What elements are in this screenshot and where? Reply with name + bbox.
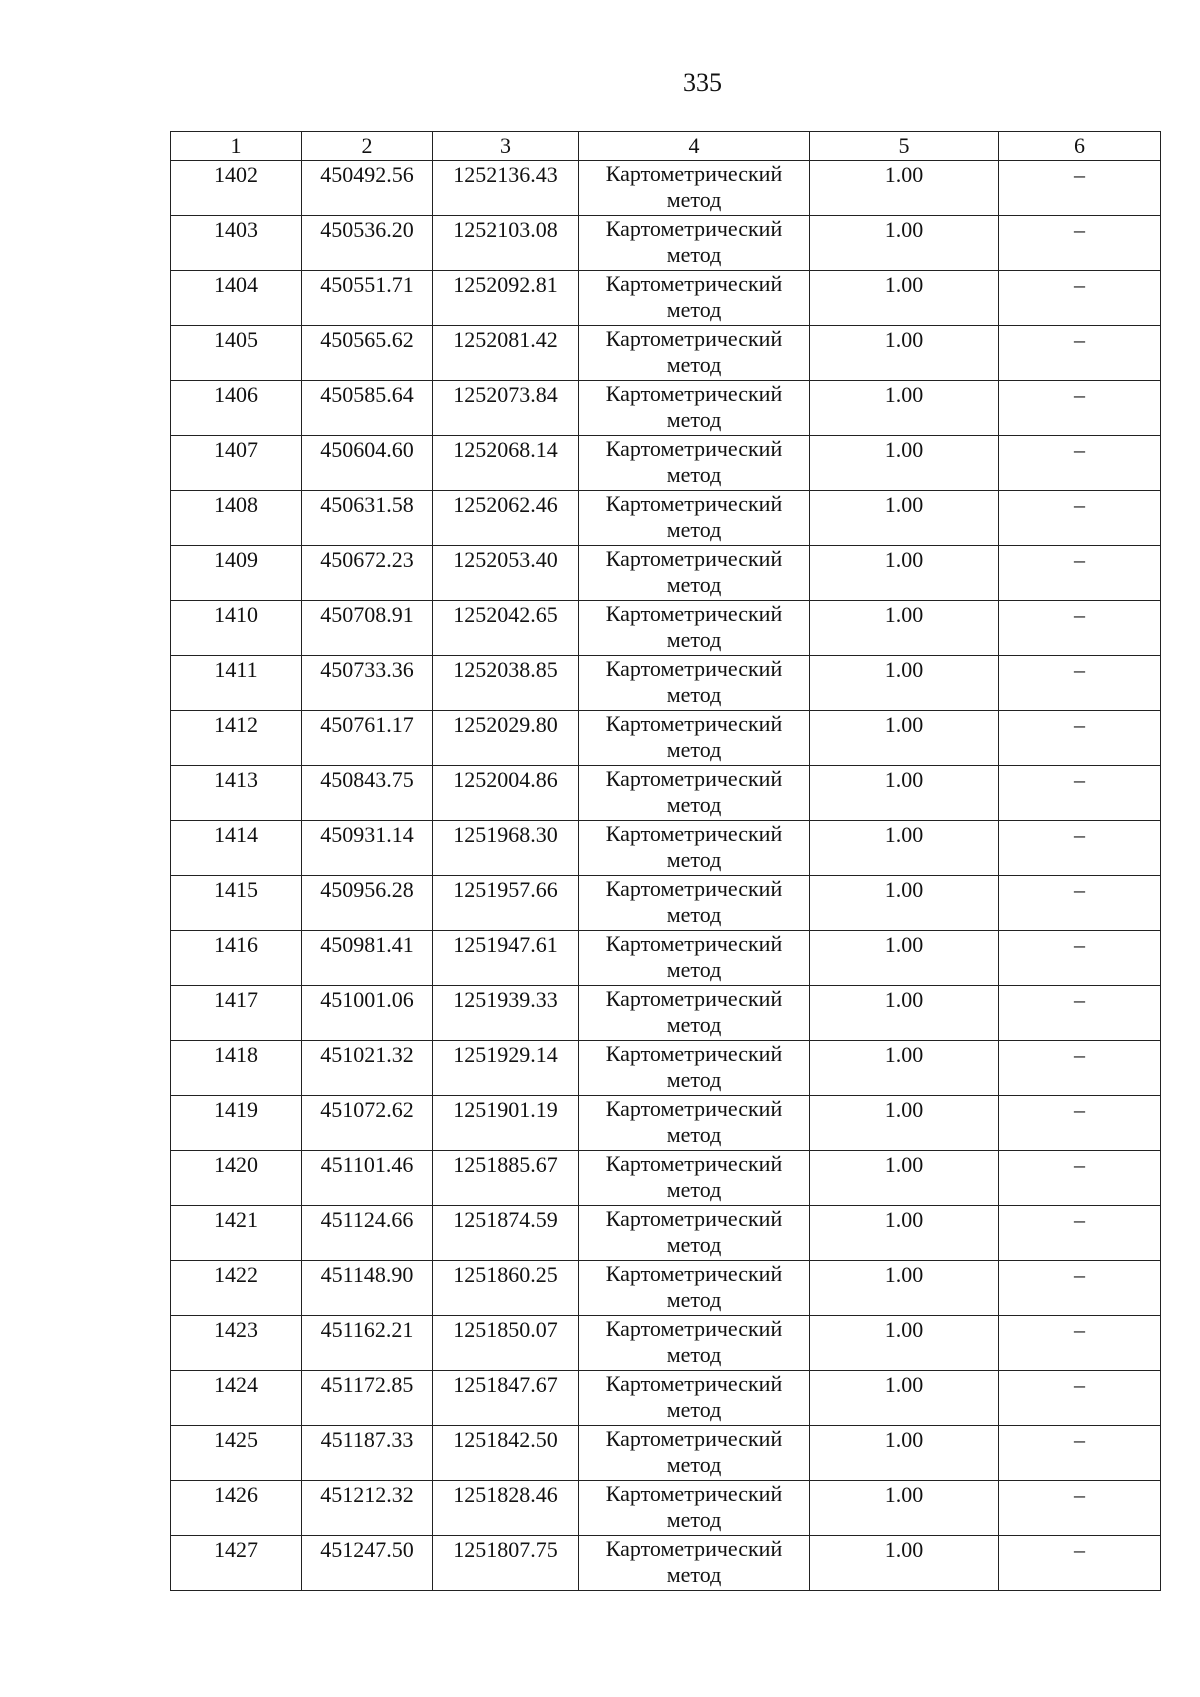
accuracy-cell: 1.00 bbox=[810, 1041, 999, 1096]
y-coordinate-cell: 1251842.50 bbox=[433, 1426, 579, 1481]
method-line-2: метод bbox=[666, 627, 722, 652]
point-number-cell: 1422 bbox=[171, 1261, 302, 1316]
method-cell bbox=[579, 986, 810, 1041]
note-cell: – bbox=[999, 821, 1161, 876]
note-cell: – bbox=[999, 1206, 1161, 1261]
method-cell bbox=[579, 766, 810, 821]
accuracy-cell: 1.00 bbox=[810, 271, 999, 326]
method-line-1: Картометрический bbox=[605, 161, 783, 186]
note-cell: – bbox=[999, 271, 1161, 326]
note-cell: – bbox=[999, 1371, 1161, 1426]
method-line-2: метод bbox=[666, 1232, 722, 1257]
point-number-cell: 1407 bbox=[171, 436, 302, 491]
method-line-2: метод bbox=[666, 1507, 722, 1532]
table-row bbox=[171, 986, 1161, 1041]
header-col-4: 4 bbox=[579, 132, 810, 161]
x-coordinate-cell: 451001.06 bbox=[302, 986, 433, 1041]
note-cell: – bbox=[999, 931, 1161, 986]
method-line-2: метод bbox=[666, 737, 722, 762]
table-row bbox=[171, 876, 1161, 931]
method-line-1: Картометрический bbox=[605, 986, 783, 1011]
note-cell: – bbox=[999, 436, 1161, 491]
accuracy-cell: 1.00 bbox=[810, 216, 999, 271]
note-cell: – bbox=[999, 1481, 1161, 1536]
table-row bbox=[171, 601, 1161, 656]
table-row bbox=[171, 766, 1161, 821]
note-cell: – bbox=[999, 1151, 1161, 1206]
page-number-text: 335 bbox=[683, 68, 722, 97]
x-coordinate-cell: 450981.41 bbox=[302, 931, 433, 986]
method-line-1: Картометрический bbox=[605, 766, 783, 791]
table-row bbox=[171, 1261, 1161, 1316]
method-cell bbox=[579, 1481, 810, 1536]
x-coordinate-cell: 450956.28 bbox=[302, 876, 433, 931]
method-line-2: метод bbox=[666, 847, 722, 872]
accuracy-cell: 1.00 bbox=[810, 931, 999, 986]
method-line-2: метод bbox=[666, 572, 722, 597]
method-line-2: метод bbox=[666, 1397, 722, 1422]
note-cell: – bbox=[999, 1316, 1161, 1371]
point-number-cell: 1410 bbox=[171, 601, 302, 656]
note-cell: – bbox=[999, 216, 1161, 271]
note-cell: – bbox=[999, 766, 1161, 821]
method-cell bbox=[579, 821, 810, 876]
method-cell bbox=[579, 271, 810, 326]
note-cell: – bbox=[999, 601, 1161, 656]
accuracy-cell: 1.00 bbox=[810, 1316, 999, 1371]
table-row bbox=[171, 656, 1161, 711]
method-cell bbox=[579, 216, 810, 271]
y-coordinate-cell: 1252062.46 bbox=[433, 491, 579, 546]
accuracy-cell: 1.00 bbox=[810, 986, 999, 1041]
method-cell bbox=[579, 1536, 810, 1591]
x-coordinate-cell: 451124.66 bbox=[302, 1206, 433, 1261]
point-number-cell: 1421 bbox=[171, 1206, 302, 1261]
accuracy-cell: 1.00 bbox=[810, 1371, 999, 1426]
point-number-cell: 1418 bbox=[171, 1041, 302, 1096]
y-coordinate-cell: 1252073.84 bbox=[433, 381, 579, 436]
x-coordinate-cell: 451021.32 bbox=[302, 1041, 433, 1096]
accuracy-cell: 1.00 bbox=[810, 546, 999, 601]
note-cell: – bbox=[999, 1041, 1161, 1096]
point-number-cell: 1420 bbox=[171, 1151, 302, 1206]
table-row bbox=[171, 1041, 1161, 1096]
y-coordinate-cell: 1252042.65 bbox=[433, 601, 579, 656]
table-body bbox=[171, 161, 1161, 1591]
accuracy-cell: 1.00 bbox=[810, 1426, 999, 1481]
note-cell: – bbox=[999, 546, 1161, 601]
y-coordinate-cell: 1251874.59 bbox=[433, 1206, 579, 1261]
header-col-1: 1 bbox=[171, 132, 302, 161]
header-col-6: 6 bbox=[999, 132, 1161, 161]
method-cell bbox=[579, 876, 810, 931]
y-coordinate-cell: 1252081.42 bbox=[433, 326, 579, 381]
note-cell: – bbox=[999, 986, 1161, 1041]
method-cell bbox=[579, 1426, 810, 1481]
x-coordinate-cell: 450843.75 bbox=[302, 766, 433, 821]
method-line-2: метод bbox=[666, 1122, 722, 1147]
note-cell: – bbox=[999, 326, 1161, 381]
x-coordinate-cell: 450672.23 bbox=[302, 546, 433, 601]
method-line-1: Картометрический bbox=[605, 656, 783, 681]
method-cell bbox=[579, 491, 810, 546]
method-cell bbox=[579, 1261, 810, 1316]
x-coordinate-cell: 451212.32 bbox=[302, 1481, 433, 1536]
x-coordinate-cell: 451072.62 bbox=[302, 1096, 433, 1151]
table-header bbox=[171, 132, 1161, 161]
method-cell bbox=[579, 1316, 810, 1371]
x-coordinate-cell: 450604.60 bbox=[302, 436, 433, 491]
note-cell: – bbox=[999, 1096, 1161, 1151]
accuracy-cell: 1.00 bbox=[810, 326, 999, 381]
method-line-1: Картометрический bbox=[605, 381, 783, 406]
method-line-2: метод bbox=[666, 1287, 722, 1312]
point-number-cell: 1402 bbox=[171, 161, 302, 216]
y-coordinate-cell: 1251828.46 bbox=[433, 1481, 579, 1536]
accuracy-cell: 1.00 bbox=[810, 381, 999, 436]
method-line-1: Картометрический bbox=[605, 931, 783, 956]
coordinates-table bbox=[170, 131, 1161, 1591]
point-number-cell: 1419 bbox=[171, 1096, 302, 1151]
point-number-cell: 1405 bbox=[171, 326, 302, 381]
accuracy-cell: 1.00 bbox=[810, 436, 999, 491]
x-coordinate-cell: 450551.71 bbox=[302, 271, 433, 326]
header-col-2: 2 bbox=[302, 132, 433, 161]
header-row bbox=[171, 132, 1161, 161]
y-coordinate-cell: 1251901.19 bbox=[433, 1096, 579, 1151]
note-cell: – bbox=[999, 161, 1161, 216]
table-row bbox=[171, 1371, 1161, 1426]
table-row bbox=[171, 381, 1161, 436]
method-line-1: Картометрический bbox=[605, 876, 783, 901]
method-line-1: Картометрический bbox=[605, 1151, 783, 1176]
y-coordinate-cell: 1252103.08 bbox=[433, 216, 579, 271]
y-coordinate-cell: 1251807.75 bbox=[433, 1536, 579, 1591]
method-line-1: Картометрический bbox=[605, 1261, 783, 1286]
y-coordinate-cell: 1251860.25 bbox=[433, 1261, 579, 1316]
accuracy-cell: 1.00 bbox=[810, 711, 999, 766]
note-cell: – bbox=[999, 876, 1161, 931]
method-cell bbox=[579, 1151, 810, 1206]
y-coordinate-cell: 1251929.14 bbox=[433, 1041, 579, 1096]
table-row bbox=[171, 711, 1161, 766]
table-row bbox=[171, 1316, 1161, 1371]
method-line-1: Картометрический bbox=[605, 711, 783, 736]
table-row bbox=[171, 1096, 1161, 1151]
note-cell: – bbox=[999, 381, 1161, 436]
point-number-cell: 1403 bbox=[171, 216, 302, 271]
x-coordinate-cell: 450708.91 bbox=[302, 601, 433, 656]
header-col-3: 3 bbox=[433, 132, 579, 161]
x-coordinate-cell: 450733.36 bbox=[302, 656, 433, 711]
point-number-cell: 1416 bbox=[171, 931, 302, 986]
y-coordinate-cell: 1252136.43 bbox=[433, 161, 579, 216]
x-coordinate-cell: 450761.17 bbox=[302, 711, 433, 766]
method-cell bbox=[579, 1206, 810, 1261]
accuracy-cell: 1.00 bbox=[810, 766, 999, 821]
method-line-2: метод bbox=[666, 682, 722, 707]
y-coordinate-cell: 1251939.33 bbox=[433, 986, 579, 1041]
method-cell bbox=[579, 656, 810, 711]
table-row bbox=[171, 161, 1161, 216]
point-number-cell: 1409 bbox=[171, 546, 302, 601]
y-coordinate-cell: 1251947.61 bbox=[433, 931, 579, 986]
method-line-1: Картометрический bbox=[605, 1041, 783, 1066]
accuracy-cell: 1.00 bbox=[810, 1096, 999, 1151]
table-row bbox=[171, 1206, 1161, 1261]
method-cell bbox=[579, 601, 810, 656]
table-row bbox=[171, 271, 1161, 326]
accuracy-cell: 1.00 bbox=[810, 1261, 999, 1316]
method-cell bbox=[579, 546, 810, 601]
method-line-2: метод bbox=[666, 1067, 722, 1092]
header-col-5: 5 bbox=[810, 132, 999, 161]
page-number bbox=[0, 68, 1200, 98]
method-line-2: метод bbox=[666, 902, 722, 927]
method-cell bbox=[579, 326, 810, 381]
x-coordinate-cell: 451187.33 bbox=[302, 1426, 433, 1481]
method-line-2: метод bbox=[666, 957, 722, 982]
method-line-1: Картометрический bbox=[605, 1206, 783, 1231]
point-number-cell: 1417 bbox=[171, 986, 302, 1041]
method-line-2: метод bbox=[666, 1342, 722, 1367]
method-line-1: Картометрический bbox=[605, 1316, 783, 1341]
table-row bbox=[171, 1536, 1161, 1591]
accuracy-cell: 1.00 bbox=[810, 656, 999, 711]
table-row bbox=[171, 1151, 1161, 1206]
method-cell bbox=[579, 711, 810, 766]
note-cell: – bbox=[999, 1536, 1161, 1591]
y-coordinate-cell: 1251847.67 bbox=[433, 1371, 579, 1426]
table-row bbox=[171, 326, 1161, 381]
method-line-2: метод bbox=[666, 517, 722, 542]
point-number-cell: 1425 bbox=[171, 1426, 302, 1481]
point-number-cell: 1412 bbox=[171, 711, 302, 766]
point-number-cell: 1423 bbox=[171, 1316, 302, 1371]
note-cell: – bbox=[999, 491, 1161, 546]
method-line-2: метод bbox=[666, 1452, 722, 1477]
accuracy-cell: 1.00 bbox=[810, 876, 999, 931]
table-row bbox=[171, 491, 1161, 546]
y-coordinate-cell: 1252068.14 bbox=[433, 436, 579, 491]
method-line-1: Картометрический bbox=[605, 546, 783, 571]
method-line-1: Картометрический bbox=[605, 601, 783, 626]
point-number-cell: 1404 bbox=[171, 271, 302, 326]
method-line-1: Картометрический bbox=[605, 326, 783, 351]
method-line-2: метод bbox=[666, 407, 722, 432]
note-cell: – bbox=[999, 1426, 1161, 1481]
method-line-1: Картометрический bbox=[605, 1371, 783, 1396]
method-line-1: Картометрический bbox=[605, 1536, 783, 1561]
method-line-1: Картометрический bbox=[605, 1481, 783, 1506]
method-line-2: метод bbox=[666, 297, 722, 322]
x-coordinate-cell: 451247.50 bbox=[302, 1536, 433, 1591]
method-cell bbox=[579, 161, 810, 216]
method-cell bbox=[579, 931, 810, 986]
method-cell bbox=[579, 1096, 810, 1151]
y-coordinate-cell: 1252004.86 bbox=[433, 766, 579, 821]
table-row bbox=[171, 1426, 1161, 1481]
y-coordinate-cell: 1252053.40 bbox=[433, 546, 579, 601]
y-coordinate-cell: 1252092.81 bbox=[433, 271, 579, 326]
method-line-2: метод bbox=[666, 187, 722, 212]
y-coordinate-cell: 1252038.85 bbox=[433, 656, 579, 711]
method-line-1: Картометрический bbox=[605, 1426, 783, 1451]
x-coordinate-cell: 450565.62 bbox=[302, 326, 433, 381]
y-coordinate-cell: 1251968.30 bbox=[433, 821, 579, 876]
method-line-2: метод bbox=[666, 792, 722, 817]
method-line-2: метод bbox=[666, 1177, 722, 1202]
method-line-2: метод bbox=[666, 1562, 722, 1587]
method-line-2: метод bbox=[666, 462, 722, 487]
point-number-cell: 1426 bbox=[171, 1481, 302, 1536]
method-line-2: метод bbox=[666, 242, 722, 267]
point-number-cell: 1414 bbox=[171, 821, 302, 876]
x-coordinate-cell: 450585.64 bbox=[302, 381, 433, 436]
note-cell: – bbox=[999, 711, 1161, 766]
method-line-2: метод bbox=[666, 352, 722, 377]
method-line-1: Картометрический bbox=[605, 271, 783, 296]
method-line-1: Картометрический bbox=[605, 1096, 783, 1121]
accuracy-cell: 1.00 bbox=[810, 601, 999, 656]
accuracy-cell: 1.00 bbox=[810, 1536, 999, 1591]
x-coordinate-cell: 450492.56 bbox=[302, 161, 433, 216]
method-line-2: метод bbox=[666, 1012, 722, 1037]
y-coordinate-cell: 1251885.67 bbox=[433, 1151, 579, 1206]
note-cell: – bbox=[999, 656, 1161, 711]
x-coordinate-cell: 450536.20 bbox=[302, 216, 433, 271]
x-coordinate-cell: 451172.85 bbox=[302, 1371, 433, 1426]
note-cell: – bbox=[999, 1261, 1161, 1316]
x-coordinate-cell: 450631.58 bbox=[302, 491, 433, 546]
method-line-1: Картометрический bbox=[605, 216, 783, 241]
accuracy-cell: 1.00 bbox=[810, 1151, 999, 1206]
accuracy-cell: 1.00 bbox=[810, 491, 999, 546]
table-row bbox=[171, 216, 1161, 271]
point-number-cell: 1406 bbox=[171, 381, 302, 436]
point-number-cell: 1408 bbox=[171, 491, 302, 546]
table-row bbox=[171, 436, 1161, 491]
x-coordinate-cell: 451101.46 bbox=[302, 1151, 433, 1206]
method-line-1: Картометрический bbox=[605, 491, 783, 516]
table-row bbox=[171, 1481, 1161, 1536]
y-coordinate-cell: 1251850.07 bbox=[433, 1316, 579, 1371]
accuracy-cell: 1.00 bbox=[810, 821, 999, 876]
point-number-cell: 1427 bbox=[171, 1536, 302, 1591]
method-cell bbox=[579, 1041, 810, 1096]
point-number-cell: 1411 bbox=[171, 656, 302, 711]
table-row bbox=[171, 546, 1161, 601]
y-coordinate-cell: 1252029.80 bbox=[433, 711, 579, 766]
table-row bbox=[171, 931, 1161, 986]
x-coordinate-cell: 451162.21 bbox=[302, 1316, 433, 1371]
method-cell bbox=[579, 381, 810, 436]
x-coordinate-cell: 450931.14 bbox=[302, 821, 433, 876]
accuracy-cell: 1.00 bbox=[810, 161, 999, 216]
table-row bbox=[171, 821, 1161, 876]
method-cell bbox=[579, 1371, 810, 1426]
point-number-cell: 1424 bbox=[171, 1371, 302, 1426]
accuracy-cell: 1.00 bbox=[810, 1206, 999, 1261]
x-coordinate-cell: 451148.90 bbox=[302, 1261, 433, 1316]
accuracy-cell: 1.00 bbox=[810, 1481, 999, 1536]
method-line-1: Картометрический bbox=[605, 821, 783, 846]
y-coordinate-cell: 1251957.66 bbox=[433, 876, 579, 931]
point-number-cell: 1415 bbox=[171, 876, 302, 931]
point-number-cell: 1413 bbox=[171, 766, 302, 821]
method-cell bbox=[579, 436, 810, 491]
method-line-1: Картометрический bbox=[605, 436, 783, 461]
